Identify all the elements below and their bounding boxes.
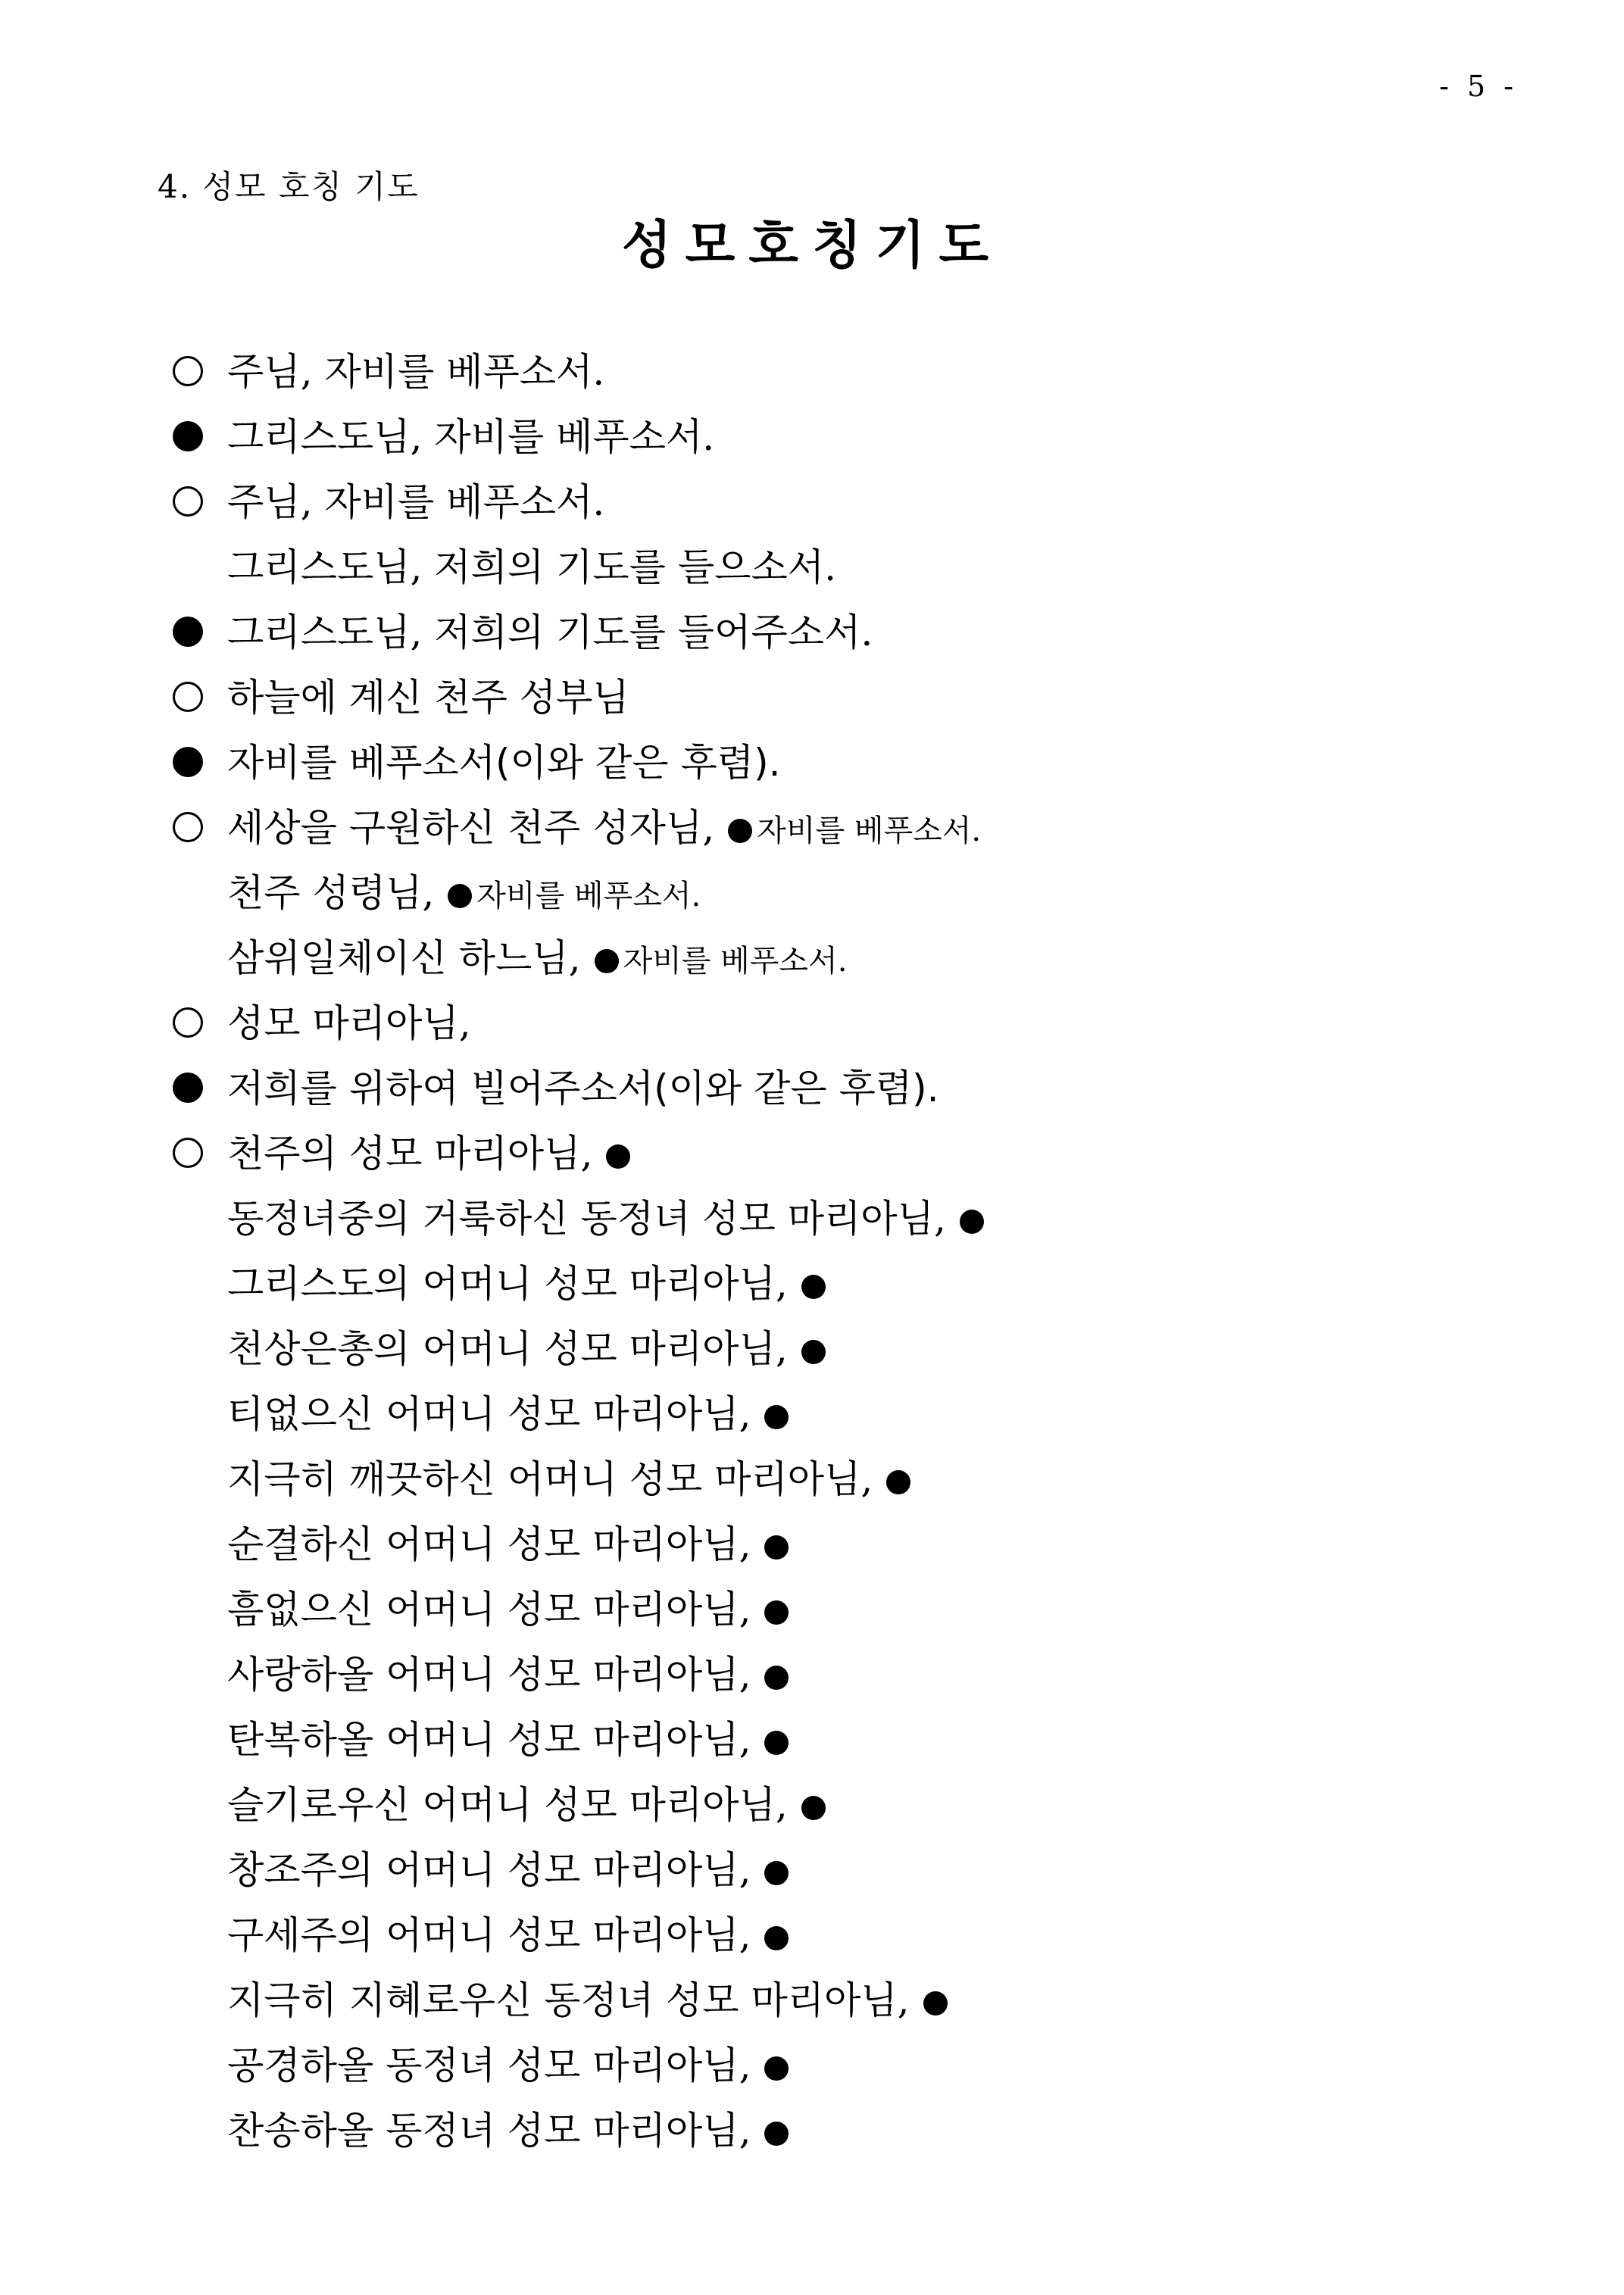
response-dot-icon <box>764 1861 789 1885</box>
open-circle-icon <box>173 682 203 712</box>
filled-circle-icon <box>173 747 203 777</box>
litany-text-wrapper <box>227 1251 830 1316</box>
response-dot-icon <box>801 1340 826 1364</box>
litany-text-wrapper <box>227 1121 635 1186</box>
litany-line <box>0 339 1624 404</box>
litany-line <box>0 1512 1624 1577</box>
litany-text-wrapper <box>227 2033 793 2098</box>
litany-text: 찬송하올 동정녀 성모 마리아님, <box>227 2109 751 2153</box>
litany-text: 하늘에 계신 천주 성부님 <box>227 676 629 720</box>
filled-circle-icon <box>173 421 203 451</box>
litany-text: 지극히 지혜로우신 동정녀 성모 마리아님, <box>227 1978 910 2022</box>
litany-line <box>0 535 1624 600</box>
response-text: 자비를 베푸소서. <box>757 813 982 848</box>
response-dot-icon <box>764 1731 789 1755</box>
litany-lines <box>0 339 1624 2163</box>
litany-text-wrapper <box>227 1838 793 1903</box>
litany-text-wrapper <box>227 1903 793 1968</box>
litany-line <box>0 2098 1624 2163</box>
litany-text: 그리스도님, 자비를 베푸소서. <box>227 415 715 459</box>
litany-text-wrapper <box>227 730 781 795</box>
litany-text: 자비를 베푸소서(이와 같은 후렴). <box>227 741 781 785</box>
litany-text: 주님, 자비를 베푸소서. <box>227 350 605 394</box>
response-dot-icon <box>606 1144 630 1169</box>
litany-line <box>0 1968 1624 2033</box>
litany-line <box>0 1056 1624 1121</box>
litany-text: 주님, 자비를 베푸소서. <box>227 480 605 524</box>
litany-line <box>0 1772 1624 1838</box>
litany-line <box>0 2033 1624 2098</box>
filled-circle-icon <box>173 617 203 647</box>
litany-line <box>0 1447 1624 1512</box>
response-dot-icon <box>764 1405 789 1429</box>
litany-text-wrapper <box>227 1447 915 1512</box>
litany-text-wrapper <box>227 1968 952 2033</box>
litany-text: 구세주의 어머니 성모 마리아님, <box>227 1913 751 1957</box>
litany-text: 천주 성령님, <box>227 871 435 915</box>
litany-text-wrapper <box>227 1772 830 1838</box>
litany-line <box>0 991 1624 1056</box>
litany-text: 사랑하올 어머니 성모 마리아님, <box>227 1653 751 1697</box>
litany-line <box>0 1903 1624 1968</box>
litany-text-wrapper <box>227 665 629 730</box>
litany-text-wrapper <box>227 1642 793 1707</box>
litany-line <box>0 795 1624 860</box>
litany-text-wrapper <box>227 1707 793 1772</box>
open-circle-icon <box>173 812 203 842</box>
litany-text-wrapper <box>227 535 836 600</box>
litany-line <box>0 860 1624 926</box>
response-dot-icon <box>764 1666 789 1690</box>
litany-text-wrapper <box>227 339 604 404</box>
open-circle-icon <box>173 1007 203 1038</box>
litany-text: 삼위일체이신 하느님, <box>227 936 581 980</box>
open-circle-icon <box>173 356 203 386</box>
litany-line <box>0 1251 1624 1316</box>
litany-line <box>0 1838 1624 1903</box>
litany-text-wrapper <box>227 404 714 470</box>
litany-text: 동정녀중의 거룩하신 동정녀 성모 마리아님, <box>227 1197 946 1241</box>
litany-text-wrapper <box>227 1316 830 1382</box>
litany-text: 세상을 구원하신 천주 성자님, <box>227 806 715 850</box>
litany-line <box>0 1707 1624 1772</box>
litany-line <box>0 730 1624 795</box>
response-text: 자비를 베푸소서. <box>476 879 701 913</box>
litany-text-wrapper <box>227 1512 793 1577</box>
response-dot-icon <box>801 1275 826 1299</box>
litany-text-wrapper <box>227 600 873 665</box>
response-dot-icon <box>764 1535 789 1560</box>
litany-text: 그리스도의 어머니 성모 마리아님, <box>227 1262 788 1306</box>
response-dot-icon <box>764 2122 789 2146</box>
litany-line <box>0 404 1624 470</box>
litany-line <box>0 926 1624 991</box>
litany-line <box>0 1121 1624 1186</box>
response-dot-icon <box>728 819 752 843</box>
litany-line <box>0 470 1624 535</box>
litany-text: 천상은총의 어머니 성모 마리아님, <box>227 1327 788 1371</box>
litany-line <box>0 1577 1624 1642</box>
litany-text-wrapper <box>227 926 847 994</box>
litany-text-wrapper <box>227 860 701 929</box>
response-dot-icon <box>886 1470 910 1494</box>
response-dot-icon <box>960 1210 984 1234</box>
litany-line <box>0 600 1624 665</box>
page-title: 성모호칭기도 <box>621 216 1003 276</box>
litany-text: 흠없으신 어머니 성모 마리아님, <box>227 1588 751 1631</box>
response-dot-icon <box>595 949 619 973</box>
page-number: - 5 - <box>1439 70 1519 103</box>
response-dot-icon <box>764 2056 789 2081</box>
response-dot-icon <box>923 1991 948 2016</box>
litany-text: 저희를 위하여 빌어주소서(이와 같은 후렴). <box>227 1066 939 1110</box>
section-heading: 4. 성모 호칭 기도 <box>158 168 420 205</box>
litany-text: 천주의 성모 마리아님, <box>227 1132 593 1176</box>
litany-text: 성모 마리아님, <box>227 1001 471 1045</box>
litany-text-wrapper <box>227 991 471 1056</box>
litany-text-wrapper <box>227 1186 988 1251</box>
litany-text: 슬기로우신 어머니 성모 마리아님, <box>227 1783 788 1827</box>
litany-text: 순결하신 어머니 성모 마리아님, <box>227 1522 751 1566</box>
open-circle-icon <box>173 486 203 517</box>
litany-line <box>0 1382 1624 1447</box>
response-dot-icon <box>448 884 472 908</box>
filled-circle-icon <box>173 1073 203 1103</box>
litany-text: 그리스도님, 저희의 기도를 들어주소서. <box>227 610 873 654</box>
response-dot-icon <box>764 1926 789 1950</box>
litany-line <box>0 665 1624 730</box>
litany-line <box>0 1316 1624 1382</box>
litany-text: 티없으신 어머니 성모 마리아님, <box>227 1392 751 1436</box>
response-text: 자비를 베푸소서. <box>623 944 848 979</box>
open-circle-icon <box>173 1138 203 1168</box>
litany-line <box>0 1186 1624 1251</box>
litany-text-wrapper <box>227 795 981 863</box>
litany-text: 창조주의 어머니 성모 마리아님, <box>227 1848 751 1892</box>
litany-text-wrapper <box>227 1382 793 1447</box>
litany-text: 공경하올 동정녀 성모 마리아님, <box>227 2044 751 2087</box>
litany-text: 그리스도님, 저희의 기도를 들으소서. <box>227 545 836 589</box>
response-dot-icon <box>764 1600 789 1625</box>
response-dot-icon <box>801 1796 826 1820</box>
litany-text-wrapper <box>227 470 604 535</box>
litany-text-wrapper <box>227 2098 793 2163</box>
litany-text-wrapper <box>227 1056 939 1121</box>
litany-text: 탄복하올 어머니 성모 마리아님, <box>227 1718 751 1762</box>
litany-line <box>0 1642 1624 1707</box>
litany-text: 지극히 깨끗하신 어머니 성모 마리아님, <box>227 1457 873 1501</box>
litany-text-wrapper <box>227 1577 793 1642</box>
